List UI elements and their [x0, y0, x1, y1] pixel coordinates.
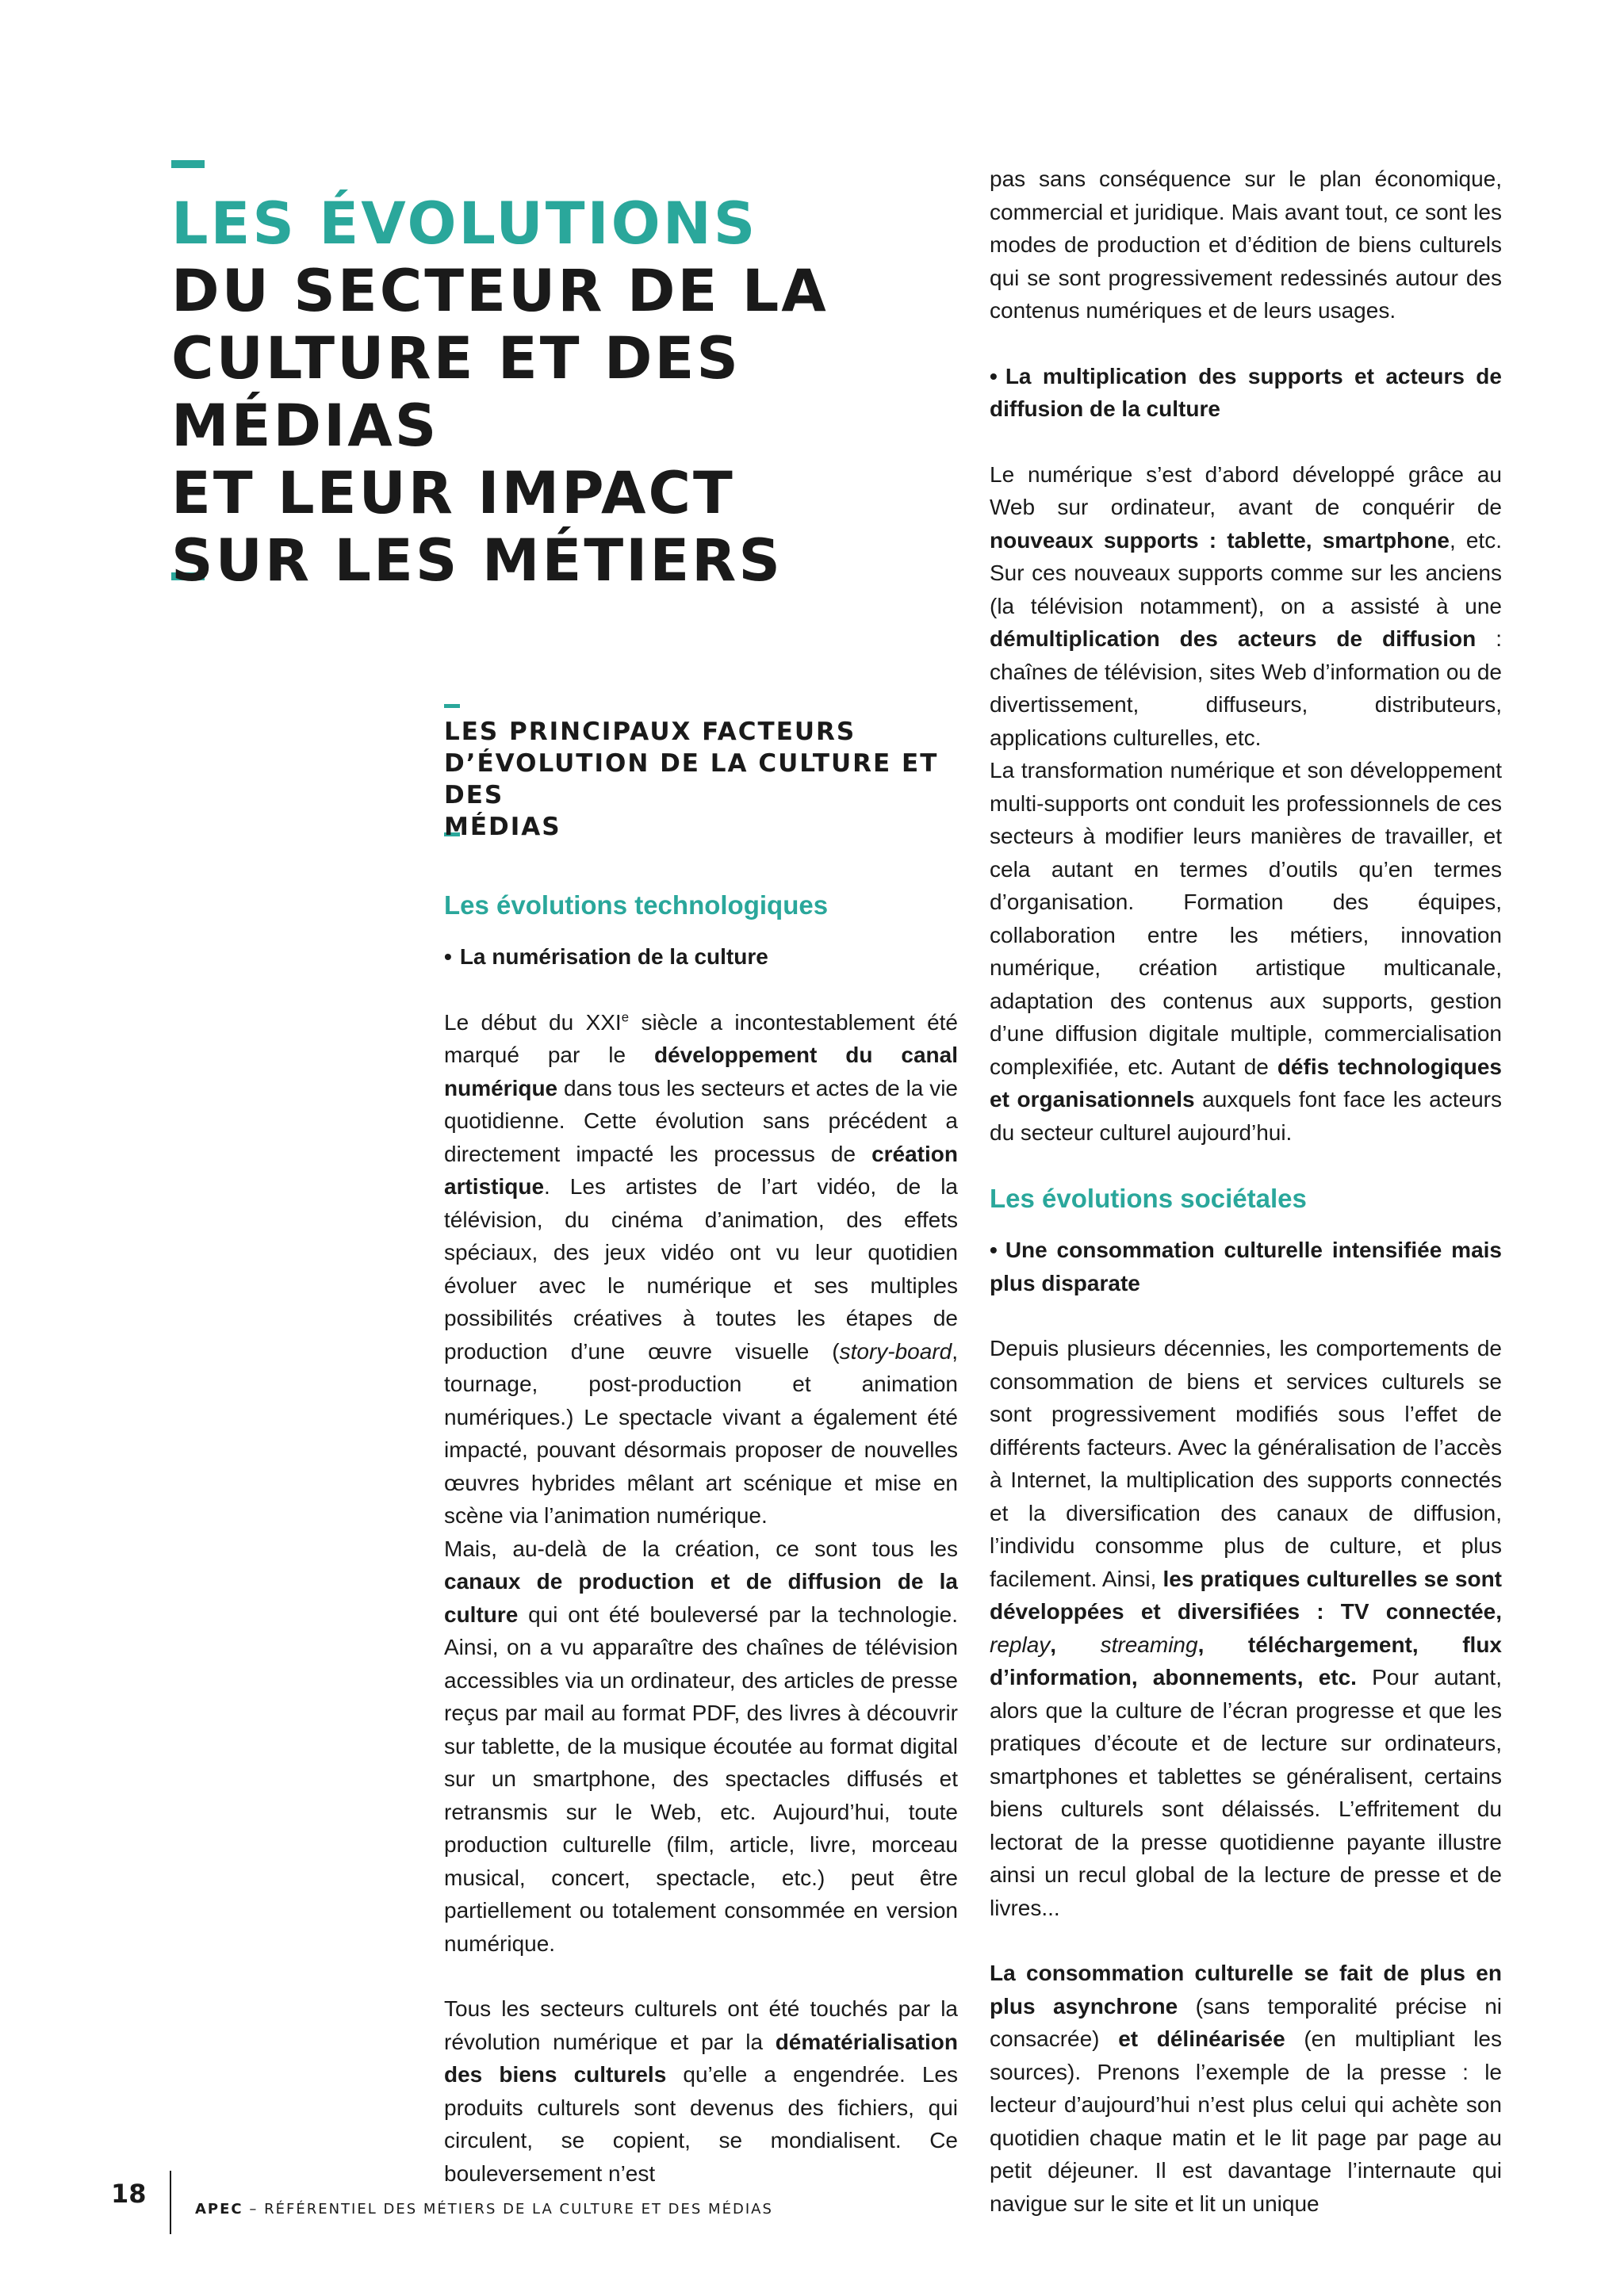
paragraph-canaux: Mais, au-delà de la création, ce sont tous les canaux de production et de diffusion de la culture qui ont été bouleversé par la technologie. Ainsi, on a vu apparaître des chaînes de télévision accessibles via un ordinateur, des articles de presse reçus par mail au format PDF, des livres à découvrir sur tablette, de la musique écoutée au format digital sur un smartphone, des spectacles diffusés et retransmis sur le Web, etc. Aujourd’hui, toute production culturelle (film, article, livre, morceau musical, concert, spectacle, etc.) peut être partiellement ou totalement consommée en version numérique.: [444, 1536, 958, 1956]
title-line-5: SUR LES MÉTIERS: [171, 527, 783, 595]
page-footer: [111, 2171, 904, 2234]
page-title: [171, 190, 964, 595]
footer-publication-title: RÉFÉRENTIEL DES MÉTIERS DE LA CULTURE ET DES MÉDIAS: [264, 2201, 773, 2218]
paragraph-asynchrone: La consommation culturelle se fait de plus en plus asynchrone (sans temporalité précise ni consacrée) et délinéarisée (en multipliant les sources). Prenons l’exemple de la presse : le lecteur d’aujourd’hui n’est plus celui qui achète son quotidien chaque matin et le lit page par page au petit déjeuner. Il est davantage l’internaute qui navigue sur le site et lit un unique: [990, 1961, 1503, 2216]
title-line-2: DU SECTEUR DE LA: [171, 258, 829, 325]
paragraph-debut-xxi: Le début du XXIe siècle a incontestablement été marqué par le développement du canal numérique dans tous les secteurs et actes de la vie quotidienne. Cette évolution sans précédent a directement impacté les processus de création artistique. Les artistes de l’art vidéo, de la télévision, du cinéma d’animation, des effets spéciaux, des jeux vidéo ont vu leur quotidien évoluer avec le numérique et ses multiples possibilités créatives à toutes les étapes de production d’une œuvre visuelle (story-board, tournage, post-production et animation numériques.) Le spectacle vivant a également été impacté, pouvant désormais proposer de nouvelles œuvres hybrides mêlant art scénique et mise en scène via l’animation numérique.: [444, 1009, 958, 1528]
bullet-dot-icon: •: [990, 363, 998, 388]
bullet-supports: • La multiplication des supports et acteurs de diffusion de la culture: [990, 363, 1502, 421]
footer-brand: APEC: [195, 2201, 243, 2218]
paragraph-comportements: Depuis plusieurs décennies, les comportements de consommation de biens et services culturels se sont progressivement modifiés sous l’effet de différents facteurs. Avec la généralisation de l’accès à Internet, la multiplication des supports connectés et la diversification des canaux de diffusion, l’individu consomme plus de culture, et plus facilement. Ainsi, les pratiques culturelles se sont développées et diversifiées : TV connectée, replay, streaming, téléchargement, flux d’information, abonnements, etc. Pour autant, alors que la culture de l’écran progresse et que les pratiques d’écoute et de lecture sur ordinateurs, smartphones et tablettes se généralisent, certains biens culturels sont délaissés. L’effritement du lectorat de la presse quotidienne payante illustre ainsi un recul global de la lecture de presse et de livres...: [990, 1336, 1503, 1920]
section-heading-line-3: MÉDIAS: [444, 813, 561, 841]
title-line-3: CULTURE ET DES MÉDIAS: [171, 325, 741, 460]
left-column: [444, 888, 958, 2190]
paragraph-dematerialisation: Tous les secteurs culturels ont été touchés par la révolution numérique et par la dématérialisation des biens culturels qu’elle a engendrée. Les produits culturels sont devenus des fichiers, qui circulent, se copient, se mondialisent. Ce bouleversement n’est: [444, 1996, 959, 2186]
right-column: [990, 163, 1502, 2220]
subhead-technologiques: Les évolutions technologiques: [444, 890, 829, 920]
bullet-consommation: • Une consommation culturelle intensifiée mais plus disparate: [990, 1238, 1502, 1295]
page-number: 18: [111, 2179, 147, 2209]
title-top-dash: [171, 160, 205, 168]
title-line-1: LES ÉVOLUTIONS: [171, 190, 758, 258]
section-heading-line-2: D’ÉVOLUTION DE LA CULTURE ET DES: [444, 749, 939, 809]
footer-divider: [170, 2171, 171, 2234]
bullet-numerisation: • La numérisation de la culture: [444, 944, 768, 969]
bullet-dot-icon: •: [990, 1238, 998, 1262]
paragraph-nouveaux-supports: Le numérique s’est d’abord développé grâce au Web sur ordinateur, avant de conquérir de nouveaux supports : tablette, smartphone, etc. Sur ces nouveaux supports comme sur les anciens (la télévision notamment), on a assisté à une démultiplication des acteurs de diffusion : chaînes de télévision, sites Web d’information ou de divertissement, diffuseurs, distributeurs, applications culturelles, etc.: [990, 461, 1502, 750]
section-top-dash: [444, 704, 460, 708]
paragraph-consequence: pas sans conséquence sur le plan économique, commercial et juridique. Mais avant tout, ce sont les modes de production et d’édition de biens culturels qui se sont progressivement redessinés autour des contenus numériques et de leurs usages.: [990, 166, 1502, 323]
section-heading: [444, 716, 983, 843]
title-line-4: ET LEUR IMPACT: [171, 460, 735, 527]
bullet-dot-icon: •: [444, 944, 452, 969]
footer-publication: APEC – RÉFÉRENTIEL DES MÉTIERS DE LA CULTURE ET DES MÉDIAS: [195, 2201, 773, 2218]
subhead-societales: Les évolutions sociétales: [990, 1184, 1307, 1213]
section-heading-line-1: LES PRINCIPAUX FACTEURS: [444, 718, 856, 746]
paragraph-transformation: La transformation numérique et son développement multi-supports ont conduit les professionnels de ces secteurs à modifier leurs manières de travailler, et cela autant en termes d’outils qu’en termes d’organisation. Formation des équipes, collaboration entre les métiers, innovation numérique, création artistique multicanale, adaptation des contenus aux supports, gestion d’une diffusion digitale multiple, commercialisation complexifiée, etc. Autant de défis technologiques et organisationnels auxquels font face les acteurs du secteur culturel aujourd’hui.: [990, 758, 1502, 1145]
